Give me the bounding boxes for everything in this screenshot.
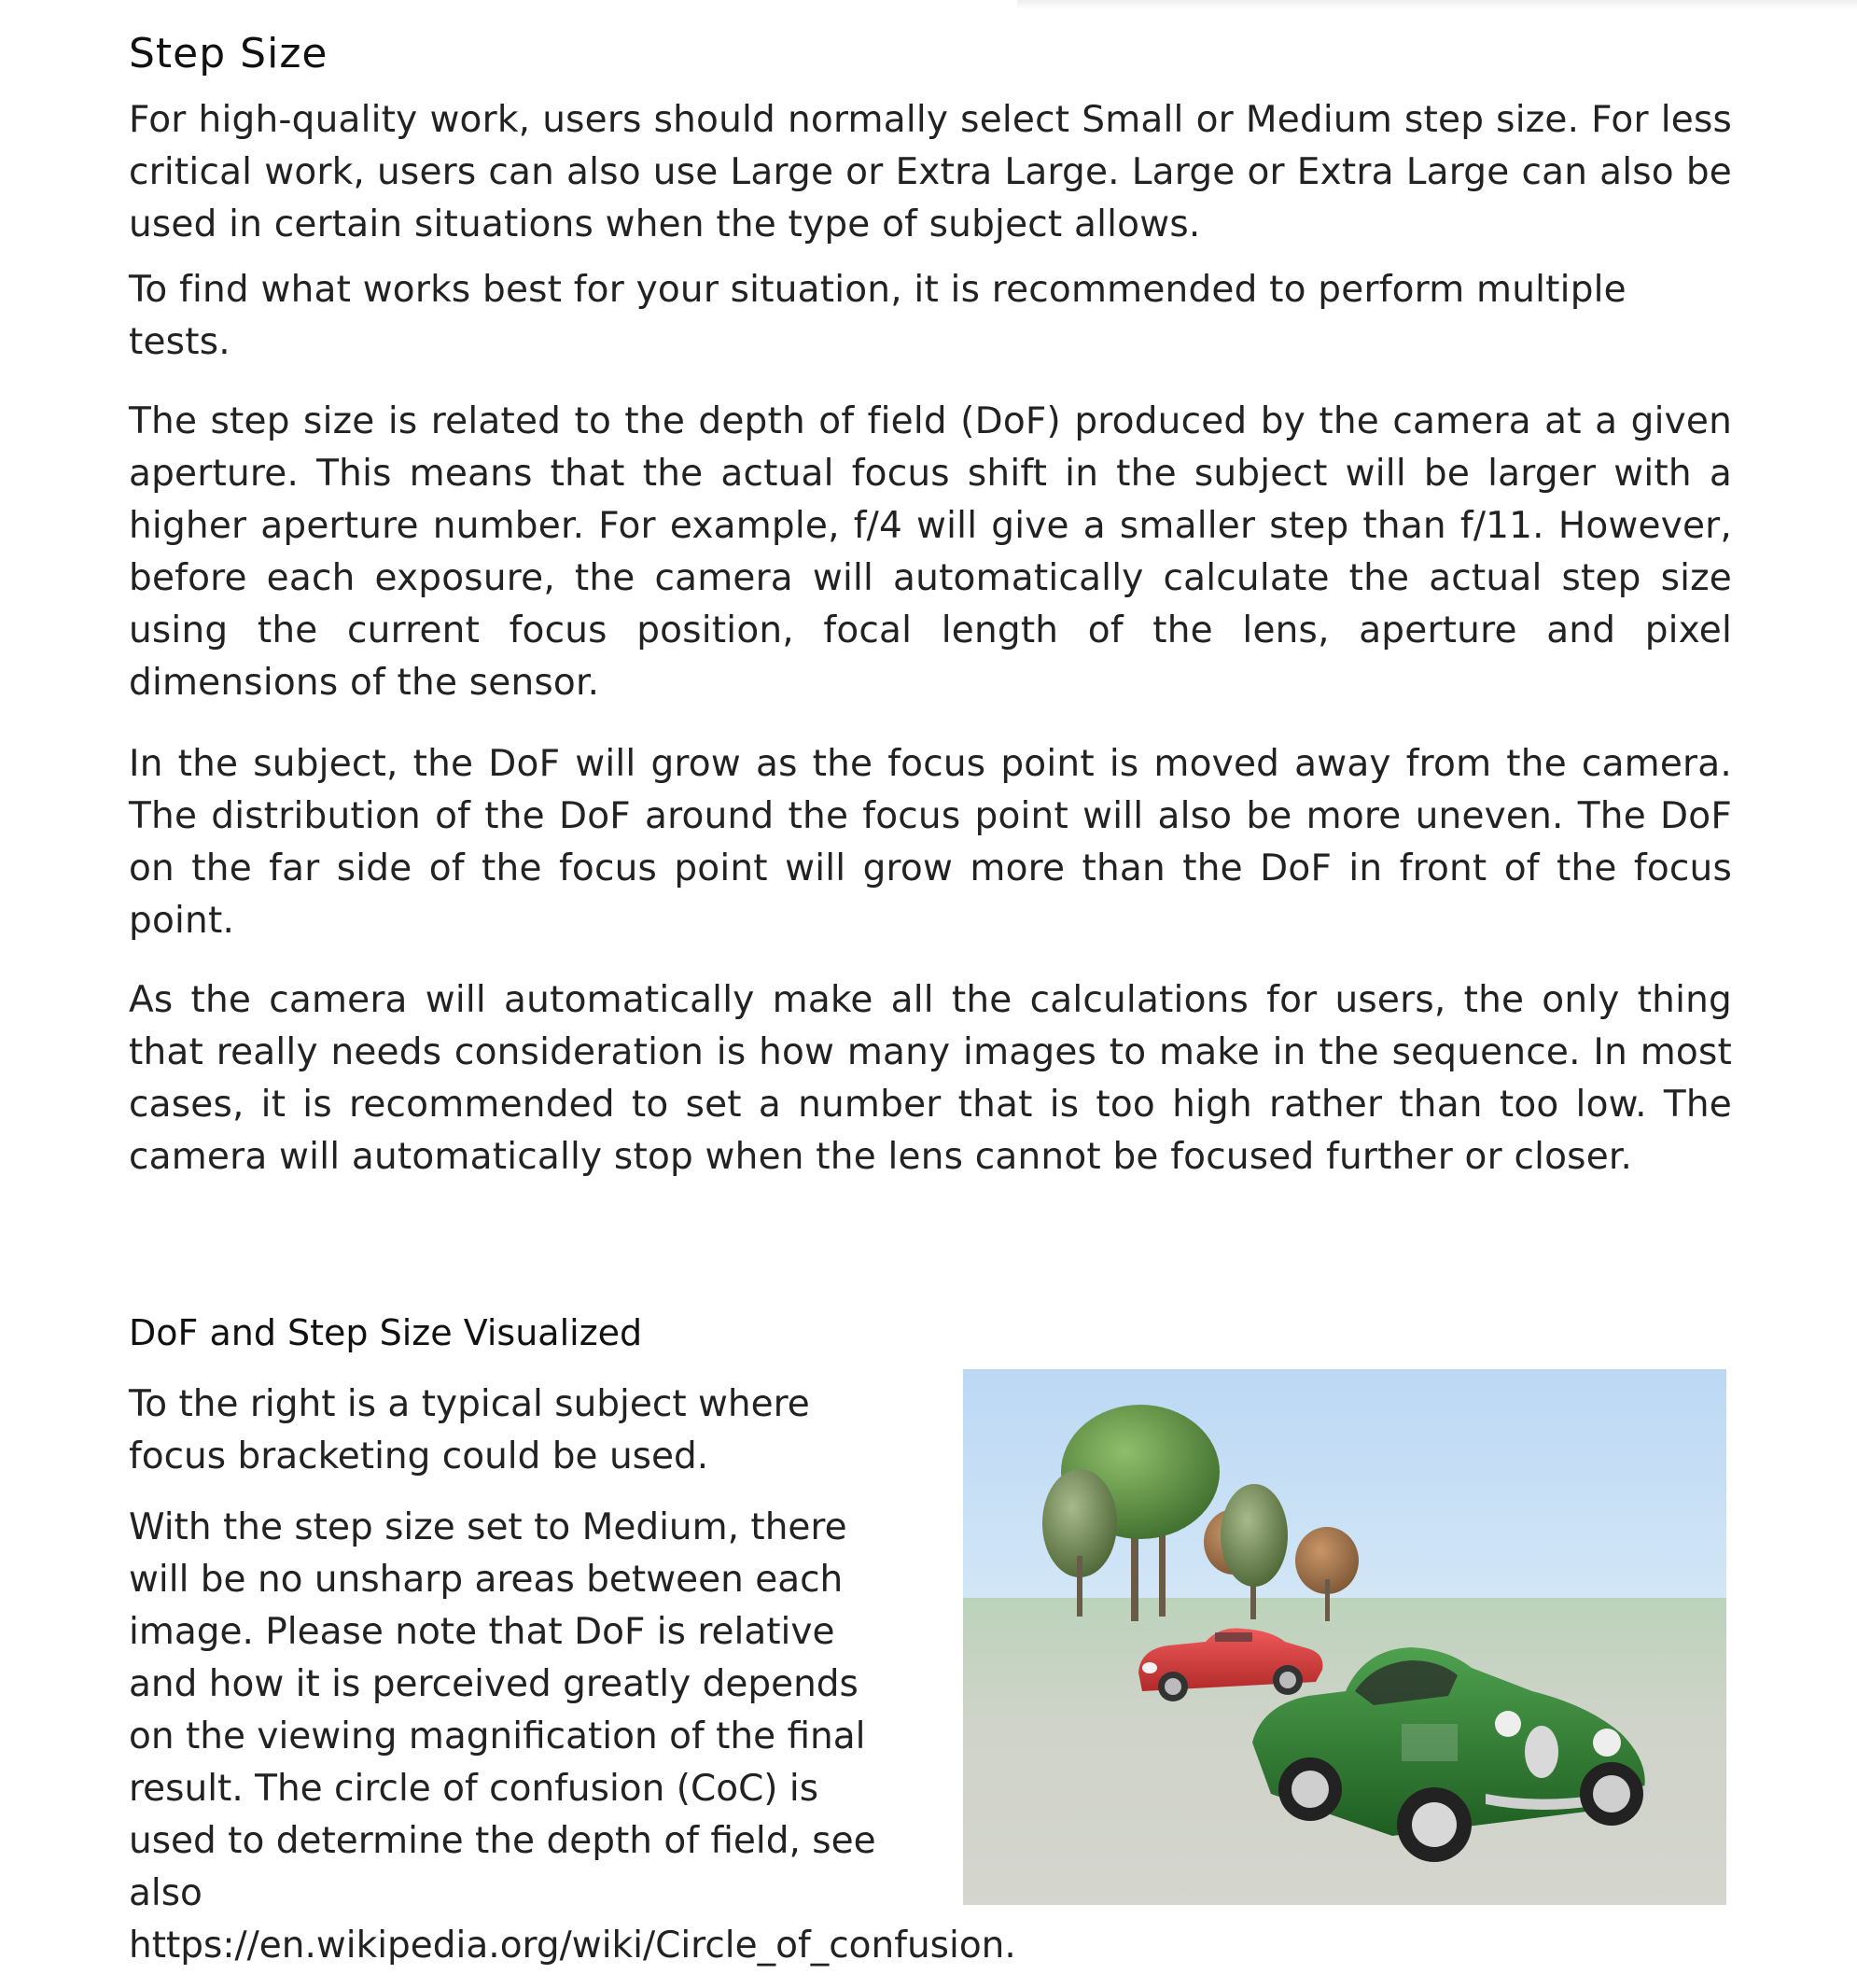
scene-illustration-svg xyxy=(963,1369,1726,1905)
paragraph-dof-aperture: The step size is related to the depth of field (DoF) produced by the camera at a given aperture. This means that the actual focus shift in the subject will be larger with a higher aperture number. For example, f/4 will give a smaller step than f/11. However, before each exposure, the camera will automatically calculate the actual step size using the current focus position, focal length of the lens, aperture and pixel dimensions of the sensor. xyxy=(129,400,1732,704)
paragraph-multiple-tests: To find what works best for your situation, it is recommended to perform multiple tests. xyxy=(129,269,1627,363)
scene-illustration xyxy=(963,1369,1726,1905)
paragraph-step-size-quality: For high-quality work, users should normally select Small or Medium step size. For less critical work, users can also use Large or Extra Large. Large or Extra Large can also be used in certain situations when the type of subject allows. xyxy=(129,99,1732,245)
section-title: Step Size xyxy=(129,30,328,77)
document-page xyxy=(129,0,1732,1988)
subsection-title: DoF and Step Size Visualized xyxy=(129,1312,643,1353)
paragraph-coc-explanation: With the step size set to Medium, there will be no unsharp areas between each image. Please note that DoF is relative and how it is perceived greatly depends on the viewing magnification of the final result. The circle of confusion (CoC) is used to determine the depth of field, see also https://en.wikipedia.org/wiki/Circle_of_confusion. xyxy=(129,1506,1016,1967)
paragraph-dof-growth: In the subject, the DoF will grow as the focus point is moved away from the camera. The distribution of the DoF around the focus point will also be more uneven. The DoF on the far side of the focus point will grow more than the DoF in front of the focus point. xyxy=(129,743,1732,942)
paragraph-image-count: As the camera will automatically make all the calculations for users, the only thing that really needs consideration is how many images to make in the sequence. In most cases, it is recommended to set a number that is too high rather than too low. The camera will automatically stop when the lens cannot be focused further or closer. xyxy=(129,979,1732,1178)
paragraph-typical-subject: To the right is a typical subject where focus bracketing could be used. xyxy=(129,1383,810,1477)
